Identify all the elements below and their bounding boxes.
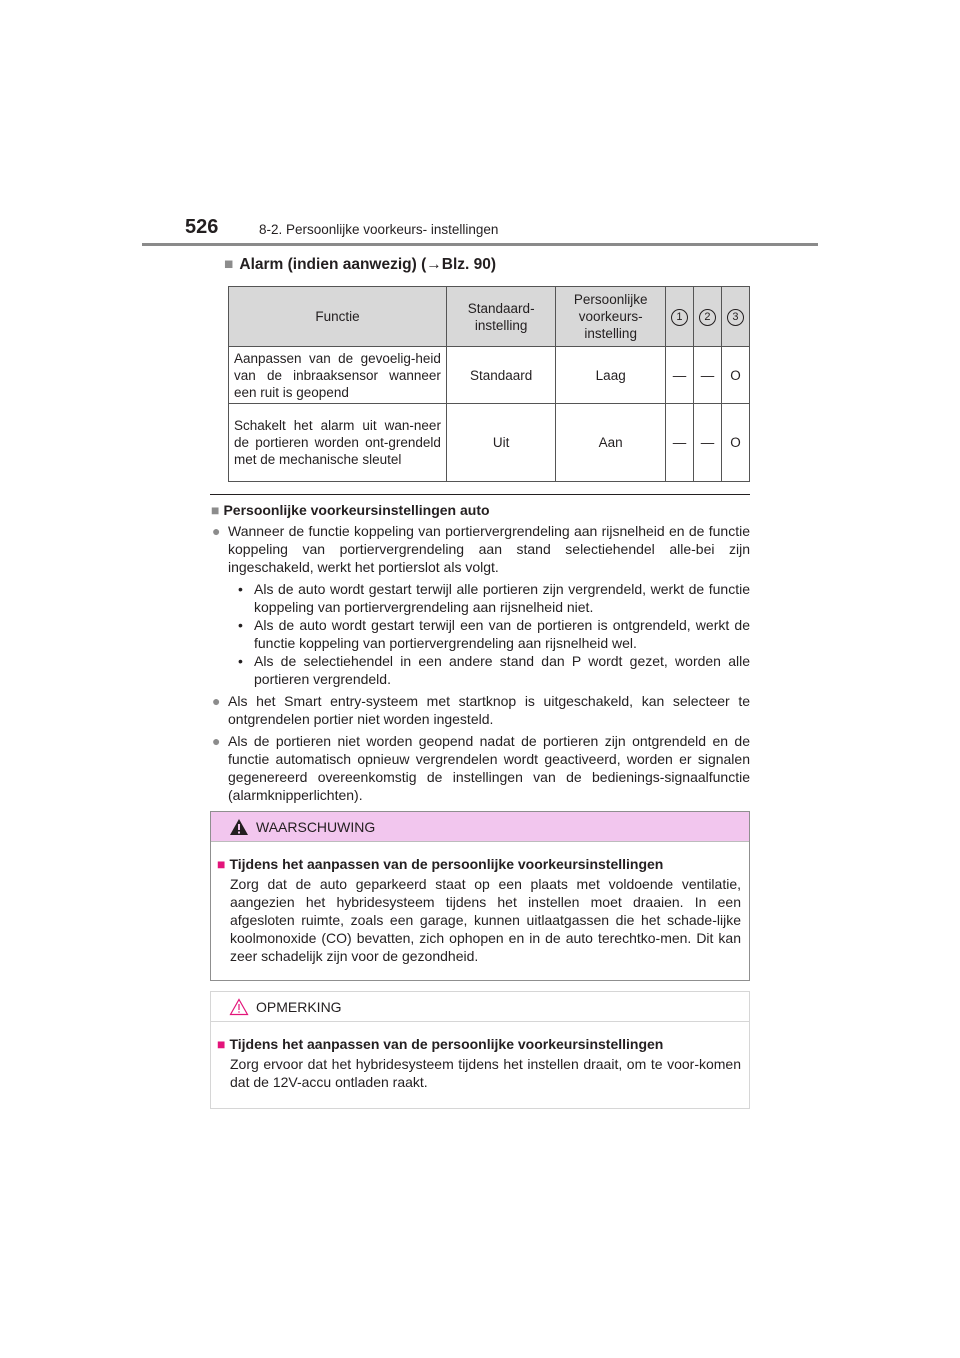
cell-col-2: — bbox=[693, 347, 721, 404]
section-heading bbox=[224, 256, 496, 274]
square-bullet-icon: ■ bbox=[211, 502, 220, 518]
round-bullet-icon: ● bbox=[212, 523, 221, 539]
warning-header bbox=[211, 812, 749, 842]
note-body bbox=[211, 1022, 749, 1091]
warning-triangle-icon bbox=[229, 818, 249, 836]
section-title: Alarm (indien aanwezig) (→Blz. 90) bbox=[239, 256, 497, 273]
cell-col-3: O bbox=[721, 404, 749, 482]
table-row bbox=[229, 347, 750, 404]
separator-rule bbox=[210, 494, 750, 495]
header-default: Standaard-instelling bbox=[446, 287, 555, 347]
warning-text: Zorg dat de auto geparkeerd staat op een plaats met voldoende ventilatie, aangezien het hybridesysteem tijdens het instellen moet draaien. In een afgesloten ruimte, zoals een garage, kunnen uitlaatgassen die het schade-lijke koolmonoxide (CO) bevatten, zich ophopen en in de auto terechtko-men. Dit kan zeer schadelijk zijn voor de gezondheid. bbox=[230, 876, 741, 964]
round-bullet-icon: ● bbox=[212, 693, 221, 709]
sub-list-item bbox=[228, 580, 750, 616]
bullet-text: Als het Smart entry-systeem met startknop is uitgeschakeld, kan selecteer te ontgrendelen portier niet worden ingesteld. bbox=[228, 693, 750, 727]
sub-list-item bbox=[228, 652, 750, 688]
header-col-1 bbox=[665, 287, 693, 347]
sub-item-text: Als de auto wordt gestart terwijl alle portieren zijn vergrendeld, werkt de functie koppeling van portiervergrendeling aan rijsnelheid niet. bbox=[254, 581, 750, 615]
circled-number-3: 3 bbox=[727, 309, 744, 326]
warning-box bbox=[210, 811, 750, 981]
small-bullet-icon: • bbox=[238, 653, 243, 669]
square-bullet-icon: ■ bbox=[217, 856, 226, 872]
bullet-text: Als de portieren niet worden geopend nadat de portieren zijn ontgrendeld en de functie automatisch opnieuw vergrendelen wordt geactiveerd, worden er signalen gegenereerd overeenkomstig de instellingen van de bedienings-signaalfunctie (alarmknipperlichten). bbox=[228, 733, 750, 803]
cell-function: Schakelt het alarm uit wan-neer de portieren worden ont-grendeld met de mechanische sleutel bbox=[229, 404, 447, 482]
header-rule bbox=[142, 243, 818, 246]
circled-number-2: 2 bbox=[699, 309, 716, 326]
sub-item-text: Als de auto wordt gestart terwijl een van de portieren is ontgrendeld, werkt de functie koppeling van portiervergrendeling aan rijsnelheid wel. bbox=[254, 617, 750, 651]
list-item bbox=[212, 522, 750, 688]
cell-personal: Laag bbox=[556, 347, 666, 404]
note-header bbox=[211, 992, 749, 1022]
square-bullet-icon: ■ bbox=[217, 1036, 226, 1052]
note-heading-text: Tijdens het aanpassen van de persoonlijke voorkeursinstellingen bbox=[229, 1036, 664, 1052]
info-bullets bbox=[212, 522, 750, 808]
note-box bbox=[210, 991, 750, 1109]
header-col-3 bbox=[721, 287, 749, 347]
warning-heading-text: Tijdens het aanpassen van de persoonlijke voorkeursinstellingen bbox=[229, 856, 664, 872]
warning-body bbox=[211, 842, 749, 965]
note-heading bbox=[217, 1035, 741, 1053]
round-bullet-icon: ● bbox=[212, 733, 221, 749]
bullet-text: Wanneer de functie koppeling van portiervergrendeling aan rijsnelheid en de functie koppeling van portiervergrendeling aan stand selectiehendel alle-bei zijn ingeschakeld, werkt het portierslot als volgt. bbox=[228, 523, 750, 575]
cell-col-1: — bbox=[665, 347, 693, 404]
sub-item-text: Als de selectiehendel in een andere stand dan P wordt gezet, worden alle portieren vergrendeld. bbox=[254, 653, 750, 687]
small-bullet-icon: • bbox=[238, 617, 243, 633]
cell-col-2: — bbox=[693, 404, 721, 482]
page-number: 526 bbox=[185, 216, 219, 238]
list-item bbox=[212, 732, 750, 804]
cell-col-3: O bbox=[721, 347, 749, 404]
warning-label: WAARSCHUWING bbox=[256, 819, 376, 835]
header-col-2 bbox=[693, 287, 721, 347]
header-function: Functie bbox=[229, 287, 447, 347]
note-label: OPMERKING bbox=[256, 999, 342, 1015]
info-heading-text: Persoonlijke voorkeursinstellingen auto bbox=[223, 502, 490, 518]
note-text: Zorg ervoor dat het hybridesysteem tijdens het instellen draait, om te voor-komen dat de 12V-accu ontladen raakt. bbox=[230, 1056, 741, 1090]
square-bullet-icon: ■ bbox=[224, 256, 234, 273]
settings-table bbox=[228, 286, 750, 482]
header-personal: Persoonlijke voorkeurs-instelling bbox=[556, 287, 666, 347]
cell-function: Aanpassen van de gevoelig-heid van de inbraaksensor wanneer een ruit is geopend bbox=[229, 347, 447, 404]
table-row bbox=[229, 404, 750, 482]
cell-default: Uit bbox=[446, 404, 555, 482]
info-heading bbox=[211, 502, 490, 518]
sub-list bbox=[228, 580, 750, 688]
circled-number-1: 1 bbox=[671, 309, 688, 326]
sub-list-item bbox=[228, 616, 750, 652]
caution-triangle-icon bbox=[229, 998, 249, 1016]
cell-personal: Aan bbox=[556, 404, 666, 482]
small-bullet-icon: • bbox=[238, 581, 243, 597]
cell-col-1: — bbox=[665, 404, 693, 482]
warning-heading bbox=[217, 855, 741, 873]
chapter-title: 8-2. Persoonlijke voorkeurs- instellingen bbox=[259, 222, 499, 237]
cell-default: Standaard bbox=[446, 347, 555, 404]
list-item bbox=[212, 692, 750, 728]
